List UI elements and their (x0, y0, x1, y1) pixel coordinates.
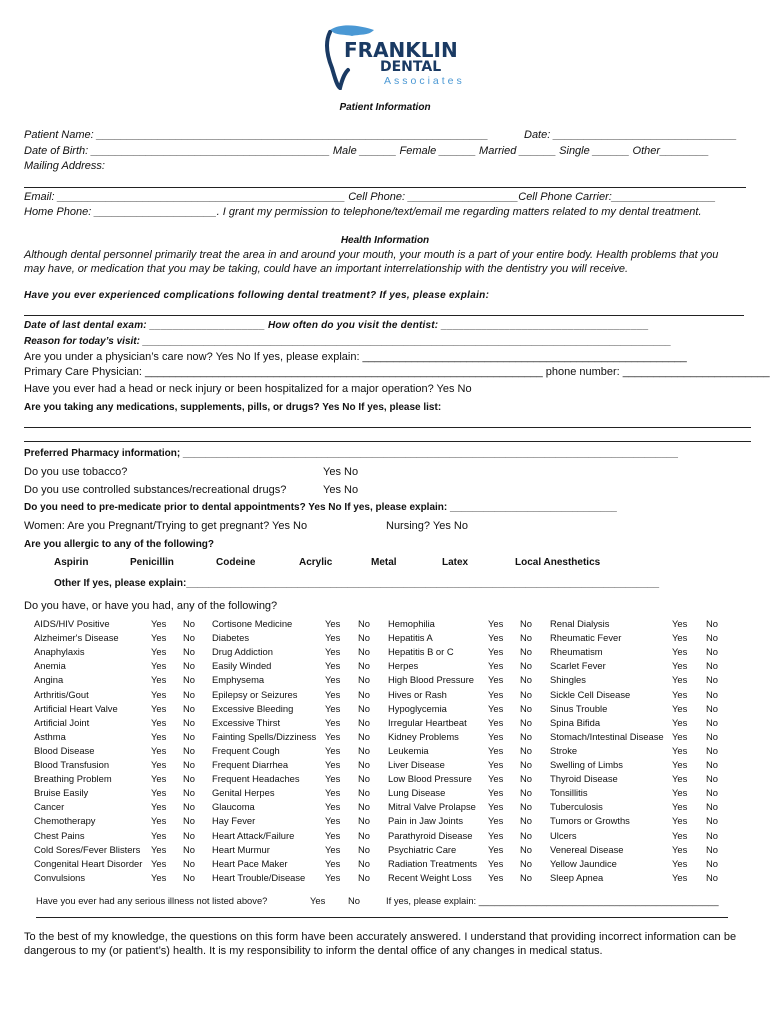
condition-yes[interactable]: Yes (672, 731, 688, 742)
condition-no[interactable]: No (706, 815, 718, 826)
other-allergy-field[interactable]: Other If yes, please explain:_____________________________________________________________________________________ (54, 578, 660, 589)
condition-no[interactable]: No (520, 801, 532, 812)
logo-line-2: DENTAL (380, 59, 442, 75)
condition-label: High Blood Pressure (388, 674, 474, 685)
condition-label: Hepatitis B or C (388, 646, 454, 657)
condition-label: Lung Disease (388, 787, 446, 798)
condition-no[interactable]: No (358, 717, 370, 728)
serious-illness-no[interactable]: No (348, 895, 360, 906)
condition-label: Pain in Jaw Joints (388, 815, 464, 826)
condition-no[interactable]: No (706, 787, 718, 798)
condition-yes[interactable]: Yes (672, 858, 688, 869)
condition-no[interactable]: No (183, 618, 195, 629)
condition-yes[interactable]: Yes (672, 844, 688, 855)
condition-no[interactable]: No (183, 660, 195, 671)
condition-yes[interactable]: Yes (672, 717, 688, 728)
condition-no[interactable]: No (706, 618, 718, 629)
condition-no[interactable]: No (358, 674, 370, 685)
logo (322, 22, 465, 92)
condition-yes[interactable]: Yes (488, 618, 504, 629)
condition-label: Epilepsy or Seizures (212, 689, 298, 700)
condition-yes[interactable]: Yes (325, 660, 341, 671)
women-pregnant-question[interactable]: Women: Are you Pregnant/Trying to get pregnant? Yes No (24, 520, 308, 532)
condition-label: Hives or Rash (388, 689, 447, 700)
condition-yes[interactable]: Yes (488, 815, 504, 826)
condition-label: Alzheimer's Disease (34, 632, 119, 643)
condition-no[interactable]: No (358, 830, 370, 841)
health-intro-1: Although dental personnel primarily treat the area in and around your mouth, your mouth is a part of your entire body. Health problems that you (24, 249, 719, 261)
condition-no[interactable]: No (706, 830, 718, 841)
condition-yes[interactable]: Yes (151, 759, 167, 770)
dob-gender-marital-field[interactable]: Date of Birth: _______________________________________ Male ______ Female ______ Married ______ Single ______ Other________ (24, 145, 710, 157)
condition-no[interactable]: No (520, 717, 532, 728)
mailing-address-line[interactable] (24, 187, 746, 188)
condition-label: Rheumatic Fever (550, 632, 622, 643)
condition-yes[interactable]: Yes (672, 773, 688, 784)
condition-label: Psychiatric Care (388, 844, 457, 855)
condition-label: Fainting Spells/Dizziness (212, 731, 317, 742)
condition-yes[interactable]: Yes (325, 773, 341, 784)
condition-yes[interactable]: Yes (488, 632, 504, 643)
condition-label: Artificial Heart Valve (34, 703, 118, 714)
medications-line-1[interactable] (24, 427, 751, 428)
condition-yes[interactable]: Yes (151, 801, 167, 812)
patient-info-heading: Patient Information (339, 102, 431, 113)
condition-label: Hay Fever (212, 815, 256, 826)
condition-no[interactable]: No (183, 646, 195, 657)
condition-yes[interactable]: Yes (325, 731, 341, 742)
condition-no[interactable]: No (520, 731, 532, 742)
condition-no[interactable]: No (183, 745, 195, 756)
condition-yes[interactable]: Yes (672, 632, 688, 643)
last-exam-field[interactable]: Date of last dental exam: ____________________ How often do you visit the dentist: ____________________________________ (24, 320, 649, 331)
condition-label: Thyroid Disease (550, 773, 618, 784)
allergen-metal[interactable]: Metal (371, 557, 397, 568)
attestation-1: To the best of my knowledge, the questions on this form have been accurately answered. I understand that providing incorrect information can be (24, 931, 737, 943)
condition-yes[interactable]: Yes (325, 689, 341, 700)
condition-no[interactable]: No (358, 646, 370, 657)
nursing-question[interactable]: Nursing? Yes No (386, 520, 468, 532)
condition-label: Sleep Apnea (550, 872, 604, 883)
serious-illness-explain[interactable]: If yes, please explain: ______________________________________________ (386, 895, 719, 906)
condition-yes[interactable]: Yes (325, 858, 341, 869)
condition-no[interactable]: No (520, 632, 532, 643)
condition-no[interactable]: No (183, 858, 195, 869)
condition-label: Kidney Problems (388, 731, 459, 742)
condition-no[interactable]: No (706, 717, 718, 728)
condition-yes[interactable]: Yes (488, 787, 504, 798)
condition-no[interactable]: No (706, 703, 718, 714)
condition-label: Swelling of Limbs (550, 759, 623, 770)
condition-yes[interactable]: Yes (151, 844, 167, 855)
condition-label: Recent Weight Loss (388, 872, 472, 883)
condition-yes[interactable]: Yes (325, 787, 341, 798)
condition-label: Hemophilia (388, 618, 435, 629)
condition-yes[interactable]: Yes (488, 731, 504, 742)
condition-label: AIDS/HIV Positive (34, 618, 110, 629)
condition-label: Rheumatism (550, 646, 603, 657)
condition-yes[interactable]: Yes (325, 759, 341, 770)
condition-no[interactable]: No (358, 773, 370, 784)
condition-no[interactable]: No (706, 646, 718, 657)
condition-label: Heart Attack/Failure (212, 830, 295, 841)
controlled-question: Do you use controlled substances/recreational drugs? (24, 484, 287, 496)
pharmacy-field[interactable]: Preferred Pharmacy information; _________________________________________________________________________________________ (24, 448, 678, 459)
condition-label: Angina (34, 674, 64, 685)
condition-no[interactable]: No (706, 632, 718, 643)
condition-yes[interactable]: Yes (672, 660, 688, 671)
condition-label: Renal Dialysis (550, 618, 610, 629)
condition-no[interactable]: No (183, 731, 195, 742)
condition-no[interactable]: No (520, 759, 532, 770)
condition-yes[interactable]: Yes (151, 787, 167, 798)
condition-label: Blood Transfusion (34, 759, 110, 770)
condition-yes[interactable]: Yes (151, 858, 167, 869)
condition-label: Anemia (34, 660, 66, 671)
condition-label: Yellow Jaundice (550, 858, 617, 869)
condition-no[interactable]: No (358, 801, 370, 812)
condition-no[interactable]: No (183, 830, 195, 841)
complications-line[interactable] (24, 315, 744, 316)
condition-no[interactable]: No (520, 703, 532, 714)
health-intro-2: may have, or medication that you may be taking, could have an important interrelationship with the dentistry you will receive. (24, 263, 629, 275)
condition-label: Frequent Cough (212, 745, 280, 756)
condition-no[interactable]: No (183, 801, 195, 812)
condition-no[interactable]: No (358, 844, 370, 855)
allergen-acrylic[interactable]: Acrylic (299, 557, 333, 568)
condition-label: Ulcers (550, 830, 577, 841)
condition-yes[interactable]: Yes (325, 632, 341, 643)
condition-no[interactable]: No (520, 660, 532, 671)
primary-physician-field[interactable]: Primary Care Physician: _________________________________________________________________ phone number: ________________________ (24, 366, 770, 378)
tobacco-yes-no[interactable]: Yes No (323, 466, 359, 478)
condition-no[interactable]: No (520, 618, 532, 629)
condition-yes[interactable]: Yes (325, 815, 341, 826)
condition-yes[interactable]: Yes (672, 815, 688, 826)
condition-label: Stroke (550, 745, 578, 756)
condition-no[interactable]: No (183, 872, 195, 883)
logo-line-1: FRANKLIN (344, 38, 458, 62)
condition-label: Sinus Trouble (550, 703, 608, 714)
condition-yes[interactable]: Yes (325, 872, 341, 883)
condition-label: Excessive Thirst (212, 717, 281, 728)
condition-yes[interactable]: Yes (672, 689, 688, 700)
condition-yes[interactable]: Yes (488, 858, 504, 869)
allergen-latex[interactable]: Latex (442, 557, 469, 568)
condition-label: Heart Murmur (212, 844, 270, 855)
condition-no[interactable]: No (183, 632, 195, 643)
premedicate-question[interactable]: Do you need to pre-medicate prior to dental appointments? Yes No If yes, please explain: ______________________________ (24, 502, 617, 513)
home-phone-consent[interactable]: Home Phone: ____________________. I grant my permission to telephone/text/email me regarding matters related to my dental treatment. (24, 206, 702, 218)
condition-yes[interactable]: Yes (325, 801, 341, 812)
condition-yes[interactable]: Yes (488, 660, 504, 671)
allergy-question: Are you allergic to any of the following? (24, 539, 215, 550)
condition-no[interactable]: No (183, 759, 195, 770)
condition-no[interactable]: No (520, 646, 532, 657)
serious-illness-line[interactable] (36, 917, 728, 918)
condition-yes[interactable]: Yes (488, 703, 504, 714)
condition-yes[interactable]: Yes (488, 830, 504, 841)
condition-yes[interactable]: Yes (488, 745, 504, 756)
condition-yes[interactable]: Yes (151, 731, 167, 742)
condition-no[interactable]: No (183, 773, 195, 784)
condition-yes[interactable]: Yes (672, 646, 688, 657)
condition-yes[interactable]: Yes (151, 674, 167, 685)
condition-no[interactable]: No (706, 731, 718, 742)
condition-yes[interactable]: Yes (325, 646, 341, 657)
condition-label: Irregular Heartbeat (388, 717, 467, 728)
allergen-local-anesthetics[interactable]: Local Anesthetics (515, 557, 601, 568)
condition-no[interactable]: No (706, 801, 718, 812)
condition-no[interactable]: No (358, 618, 370, 629)
condition-no[interactable]: No (358, 689, 370, 700)
condition-label: Asthma (34, 731, 66, 742)
condition-label: Drug Addiction (212, 646, 273, 657)
condition-no[interactable]: No (358, 632, 370, 643)
condition-label: Easily Winded (212, 660, 272, 671)
condition-no[interactable]: No (520, 830, 532, 841)
date-field[interactable]: Date: ______________________________ (524, 129, 737, 141)
condition-yes[interactable]: Yes (325, 844, 341, 855)
head-injury-question[interactable]: Have you ever had a head or neck injury or been hospitalized for a major operation? Yes No (24, 383, 472, 395)
condition-yes[interactable]: Yes (151, 646, 167, 657)
condition-yes[interactable]: Yes (151, 830, 167, 841)
condition-yes[interactable]: Yes (672, 703, 688, 714)
visit-reason-field[interactable]: Reason for today’s visit: _______________________________________________________________________________________________ (24, 336, 672, 347)
condition-label: Spina Bifida (550, 717, 601, 728)
condition-yes[interactable]: Yes (672, 618, 688, 629)
condition-label: Low Blood Pressure (388, 773, 472, 784)
condition-yes[interactable]: Yes (488, 801, 504, 812)
condition-label: Frequent Headaches (212, 773, 300, 784)
complications-question: Have you ever experienced complications following dental treatment? If yes, please explain: (24, 290, 490, 301)
condition-no[interactable]: No (358, 858, 370, 869)
condition-label: Glaucoma (212, 801, 255, 812)
condition-no[interactable]: No (183, 703, 195, 714)
condition-no[interactable]: No (706, 689, 718, 700)
condition-yes[interactable]: Yes (488, 773, 504, 784)
condition-no[interactable]: No (706, 674, 718, 685)
condition-label: Bruise Easily (34, 787, 89, 798)
tobacco-question: Do you use tobacco? (24, 466, 128, 478)
condition-yes[interactable]: Yes (151, 618, 167, 629)
condition-label: Venereal Disease (550, 844, 624, 855)
allergen-aspirin[interactable]: Aspirin (54, 557, 89, 568)
condition-no[interactable]: No (358, 703, 370, 714)
condition-label: Radiation Treatments (388, 858, 478, 869)
condition-label: Heart Trouble/Disease (212, 872, 306, 883)
condition-label: Artificial Joint (34, 717, 90, 728)
condition-yes[interactable]: Yes (151, 660, 167, 671)
condition-label: Scarlet Fever (550, 660, 606, 671)
condition-yes[interactable]: Yes (672, 759, 688, 770)
condition-yes[interactable]: Yes (672, 872, 688, 883)
condition-no[interactable]: No (520, 787, 532, 798)
allergen-codeine[interactable]: Codeine (216, 557, 256, 568)
condition-yes[interactable]: Yes (325, 745, 341, 756)
condition-label: Chemotherapy (34, 815, 96, 826)
condition-no[interactable]: No (183, 689, 195, 700)
controlled-yes-no[interactable]: Yes No (323, 484, 359, 496)
condition-label: Tuberculosis (550, 801, 603, 812)
condition-no[interactable]: No (520, 872, 532, 883)
condition-no[interactable]: No (358, 759, 370, 770)
condition-yes[interactable]: Yes (151, 872, 167, 883)
condition-label: Hepatitis A (388, 632, 433, 643)
condition-label: Heart Pace Maker (212, 858, 288, 869)
condition-yes[interactable]: Yes (325, 618, 341, 629)
condition-yes[interactable]: Yes (488, 646, 504, 657)
condition-label: Cold Sores/Fever Blisters (34, 844, 141, 855)
condition-no[interactable]: No (706, 872, 718, 883)
condition-yes[interactable]: Yes (151, 717, 167, 728)
condition-label: Cortisone Medicine (212, 618, 293, 629)
medications-question[interactable]: Are you taking any medications, supplements, pills, or drugs? Yes No If yes, please list: (24, 402, 442, 413)
condition-yes[interactable]: Yes (672, 787, 688, 798)
condition-no[interactable]: No (706, 745, 718, 756)
condition-yes[interactable]: Yes (488, 689, 504, 700)
condition-label: Genital Herpes (212, 787, 275, 798)
condition-yes[interactable]: Yes (672, 745, 688, 756)
condition-no[interactable]: No (183, 815, 195, 826)
condition-label: Liver Disease (388, 759, 445, 770)
health-info-heading: Health Information (340, 235, 430, 246)
condition-label: Sickle Cell Disease (550, 689, 631, 700)
attestation-2: dangerous to my (or patient’s) health. It is my responsibility to inform the dental office of any changes in medical status. (24, 945, 603, 957)
condition-yes[interactable]: Yes (488, 844, 504, 855)
condition-no[interactable]: No (358, 872, 370, 883)
condition-no[interactable]: No (358, 745, 370, 756)
condition-no[interactable]: No (706, 858, 718, 869)
condition-label: Frequent Diarrhea (212, 759, 289, 770)
condition-yes[interactable]: Yes (488, 759, 504, 770)
condition-no[interactable]: No (706, 759, 718, 770)
condition-no[interactable]: No (520, 815, 532, 826)
condition-no[interactable]: No (358, 815, 370, 826)
condition-yes[interactable]: Yes (488, 674, 504, 685)
serious-illness-question: Have you ever had any serious illness not listed above? (36, 895, 268, 906)
physician-care-question[interactable]: Are you under a physician’s care now? Yes No If yes, please explain: _____________________________________________________ (24, 351, 687, 363)
condition-label: Arthritis/Gout (34, 689, 89, 700)
condition-label: Stomach/Intestinal Disease (550, 731, 664, 742)
condition-yes[interactable]: Yes (488, 717, 504, 728)
condition-label: Convulsions (34, 872, 86, 883)
condition-yes[interactable]: Yes (325, 717, 341, 728)
condition-yes[interactable]: Yes (151, 703, 167, 714)
mailing-address-label: Mailing Address: (24, 160, 105, 172)
conditions-question: Do you have, or have you had, any of the following? (24, 600, 278, 612)
condition-label: Parathyroid Disease (388, 830, 473, 841)
condition-yes[interactable]: Yes (151, 815, 167, 826)
condition-no[interactable]: No (520, 844, 532, 855)
email-phone-field[interactable]: Email: _______________________________________________ Cell Phone: __________________Cell Phone Carrier:_________________ (24, 191, 716, 203)
condition-label: Tonsillitis (550, 787, 588, 798)
condition-no[interactable]: No (520, 689, 532, 700)
medications-line-2[interactable] (24, 441, 751, 442)
condition-no[interactable]: No (183, 674, 195, 685)
condition-no[interactable]: No (706, 660, 718, 671)
condition-yes[interactable]: Yes (325, 674, 341, 685)
condition-yes[interactable]: Yes (151, 745, 167, 756)
condition-label: Tumors or Growths (550, 815, 630, 826)
condition-label: Leukemia (388, 745, 429, 756)
condition-label: Breathing Problem (34, 773, 112, 784)
serious-illness-yes[interactable]: Yes (310, 895, 326, 906)
condition-no[interactable]: No (520, 858, 532, 869)
condition-yes[interactable]: Yes (151, 689, 167, 700)
condition-label: Shingles (550, 674, 586, 685)
condition-label: Diabetes (212, 632, 250, 643)
condition-label: Herpes (388, 660, 419, 671)
condition-no[interactable]: No (183, 787, 195, 798)
condition-label: Cancer (34, 801, 65, 812)
condition-label: Blood Disease (34, 745, 95, 756)
logo-line-3: Associates (384, 75, 465, 87)
condition-no[interactable]: No (520, 773, 532, 784)
condition-no[interactable]: No (520, 745, 532, 756)
condition-yes[interactable]: Yes (672, 801, 688, 812)
condition-label: Mitral Valve Prolapse (388, 801, 476, 812)
condition-label: Congenital Heart Disorder (34, 858, 143, 869)
condition-no[interactable]: No (706, 773, 718, 784)
condition-yes[interactable]: Yes (325, 703, 341, 714)
condition-yes[interactable]: Yes (672, 674, 688, 685)
condition-yes[interactable]: Yes (488, 872, 504, 883)
allergen-penicillin[interactable]: Penicillin (130, 557, 174, 568)
condition-label: Anaphylaxis (34, 646, 85, 657)
condition-no[interactable]: No (706, 844, 718, 855)
condition-no[interactable]: No (183, 844, 195, 855)
condition-label: Emphysema (212, 674, 265, 685)
condition-yes[interactable]: Yes (151, 773, 167, 784)
condition-no[interactable]: No (358, 731, 370, 742)
condition-no[interactable]: No (183, 717, 195, 728)
condition-label: Chest Pains (34, 830, 85, 841)
condition-yes[interactable]: Yes (151, 632, 167, 643)
condition-yes[interactable]: Yes (672, 830, 688, 841)
condition-yes[interactable]: Yes (325, 830, 341, 841)
condition-no[interactable]: No (520, 674, 532, 685)
condition-label: Excessive Bleeding (212, 703, 294, 714)
condition-no[interactable]: No (358, 660, 370, 671)
condition-label: Hypoglycemia (388, 703, 447, 714)
patient-name-field[interactable]: Patient Name: ________________________________________________________________ (24, 129, 489, 141)
condition-no[interactable]: No (358, 787, 370, 798)
